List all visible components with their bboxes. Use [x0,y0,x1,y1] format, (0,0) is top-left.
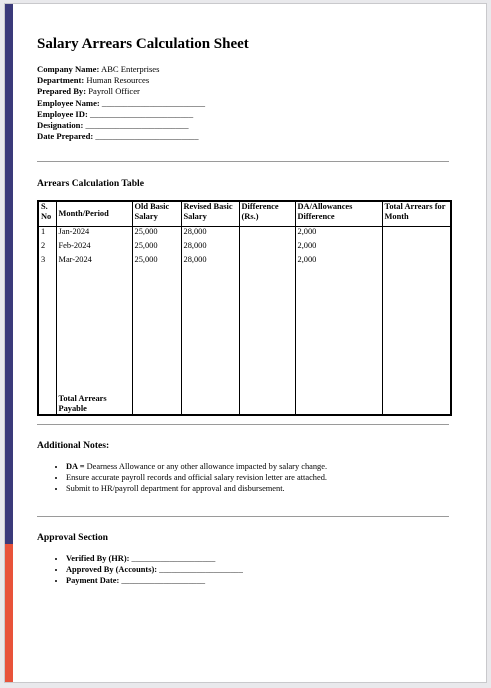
table-total-row [38,390,451,415]
cell-sno: 3 [38,255,56,269]
table-row [38,255,451,269]
table-header-row [38,201,451,227]
info-block [37,64,205,142]
col-header-total-arrears: Total Arrears for Month [382,201,451,227]
cell-revised-basic: 28,000 [181,227,239,242]
cell-total-arrears [382,241,451,255]
info-employee-name: Employee Name: ________________________ [37,97,206,108]
cell-total-arrears [382,255,451,269]
info-company: Company Name: ABC Enterprises [37,64,160,74]
cell-da-difference: 2,000 [295,227,382,242]
list-item: • DA = Dearness Allowance or any other allowance impacted by salary change. [66,461,327,472]
cell-month: Feb-2024 [56,241,132,255]
col-header-old-basic: Old Basic Salary [132,201,181,227]
table-blank-row [38,269,451,390]
accent-stripe-top [5,4,13,544]
list-item: • Submit to HR/payroll department for approval and disbursement. [66,483,327,494]
document-page [4,3,487,683]
list-item: • Approved By (Accounts): ____________________ [66,564,243,575]
notes-list [53,461,327,495]
cell-old-basic: 25,000 [132,241,181,255]
cell-old-basic: 25,000 [132,255,181,269]
divider [37,424,449,425]
page-title: Salary Arrears Calculation Sheet [37,36,249,52]
info-department: Department: Human Resources [37,75,150,86]
list-item: • Ensure accurate payroll records and official salary revision letter are attached. [66,472,327,483]
table-row [38,241,451,255]
accent-stripe-bottom [5,544,13,683]
list-item: • Payment Date: ____________________ [66,575,243,586]
cell-difference [239,241,295,255]
cell-da-difference: 2,000 [295,255,382,269]
cell-month: Mar-2024 [56,255,132,269]
approval-heading: Approval Section [37,532,108,543]
notes-heading: Additional Notes: [37,440,110,451]
cell-old-basic: 25,000 [132,227,181,242]
col-header-month: Month/Period [56,201,132,227]
info-designation: Designation: ________________________ [37,120,189,131]
cell-da-difference: 2,000 [295,241,382,255]
col-header-sno: S. No [38,201,56,227]
cell-revised-basic: 28,000 [181,241,239,255]
table-heading: Arrears Calculation Table [37,178,144,189]
cell-difference [239,255,295,269]
cell-difference [239,227,295,242]
col-header-revised-basic: Revised Basic Salary [181,201,239,227]
total-arrears-label: Total Arrears Payable [56,390,132,415]
table-row [38,227,451,242]
cell-sno: 2 [38,241,56,255]
info-prepared-by: Prepared By: Payroll Officer [37,86,140,97]
info-date-prepared: Date Prepared: ________________________ [37,131,199,142]
list-item: • Verified By (HR): ____________________ [66,553,243,564]
divider [37,161,449,162]
cell-total-arrears [382,227,451,242]
col-header-difference: Difference (Rs.) [239,201,295,227]
col-header-da-difference: DA/Allowances Difference [295,201,382,227]
arrears-table [37,200,452,416]
cell-revised-basic: 28,000 [181,255,239,269]
cell-sno: 1 [38,227,56,242]
info-employee-id: Employee ID: ________________________ [37,108,194,119]
divider [37,516,449,517]
cell-month: Jan-2024 [56,227,132,242]
approval-list [53,553,243,587]
